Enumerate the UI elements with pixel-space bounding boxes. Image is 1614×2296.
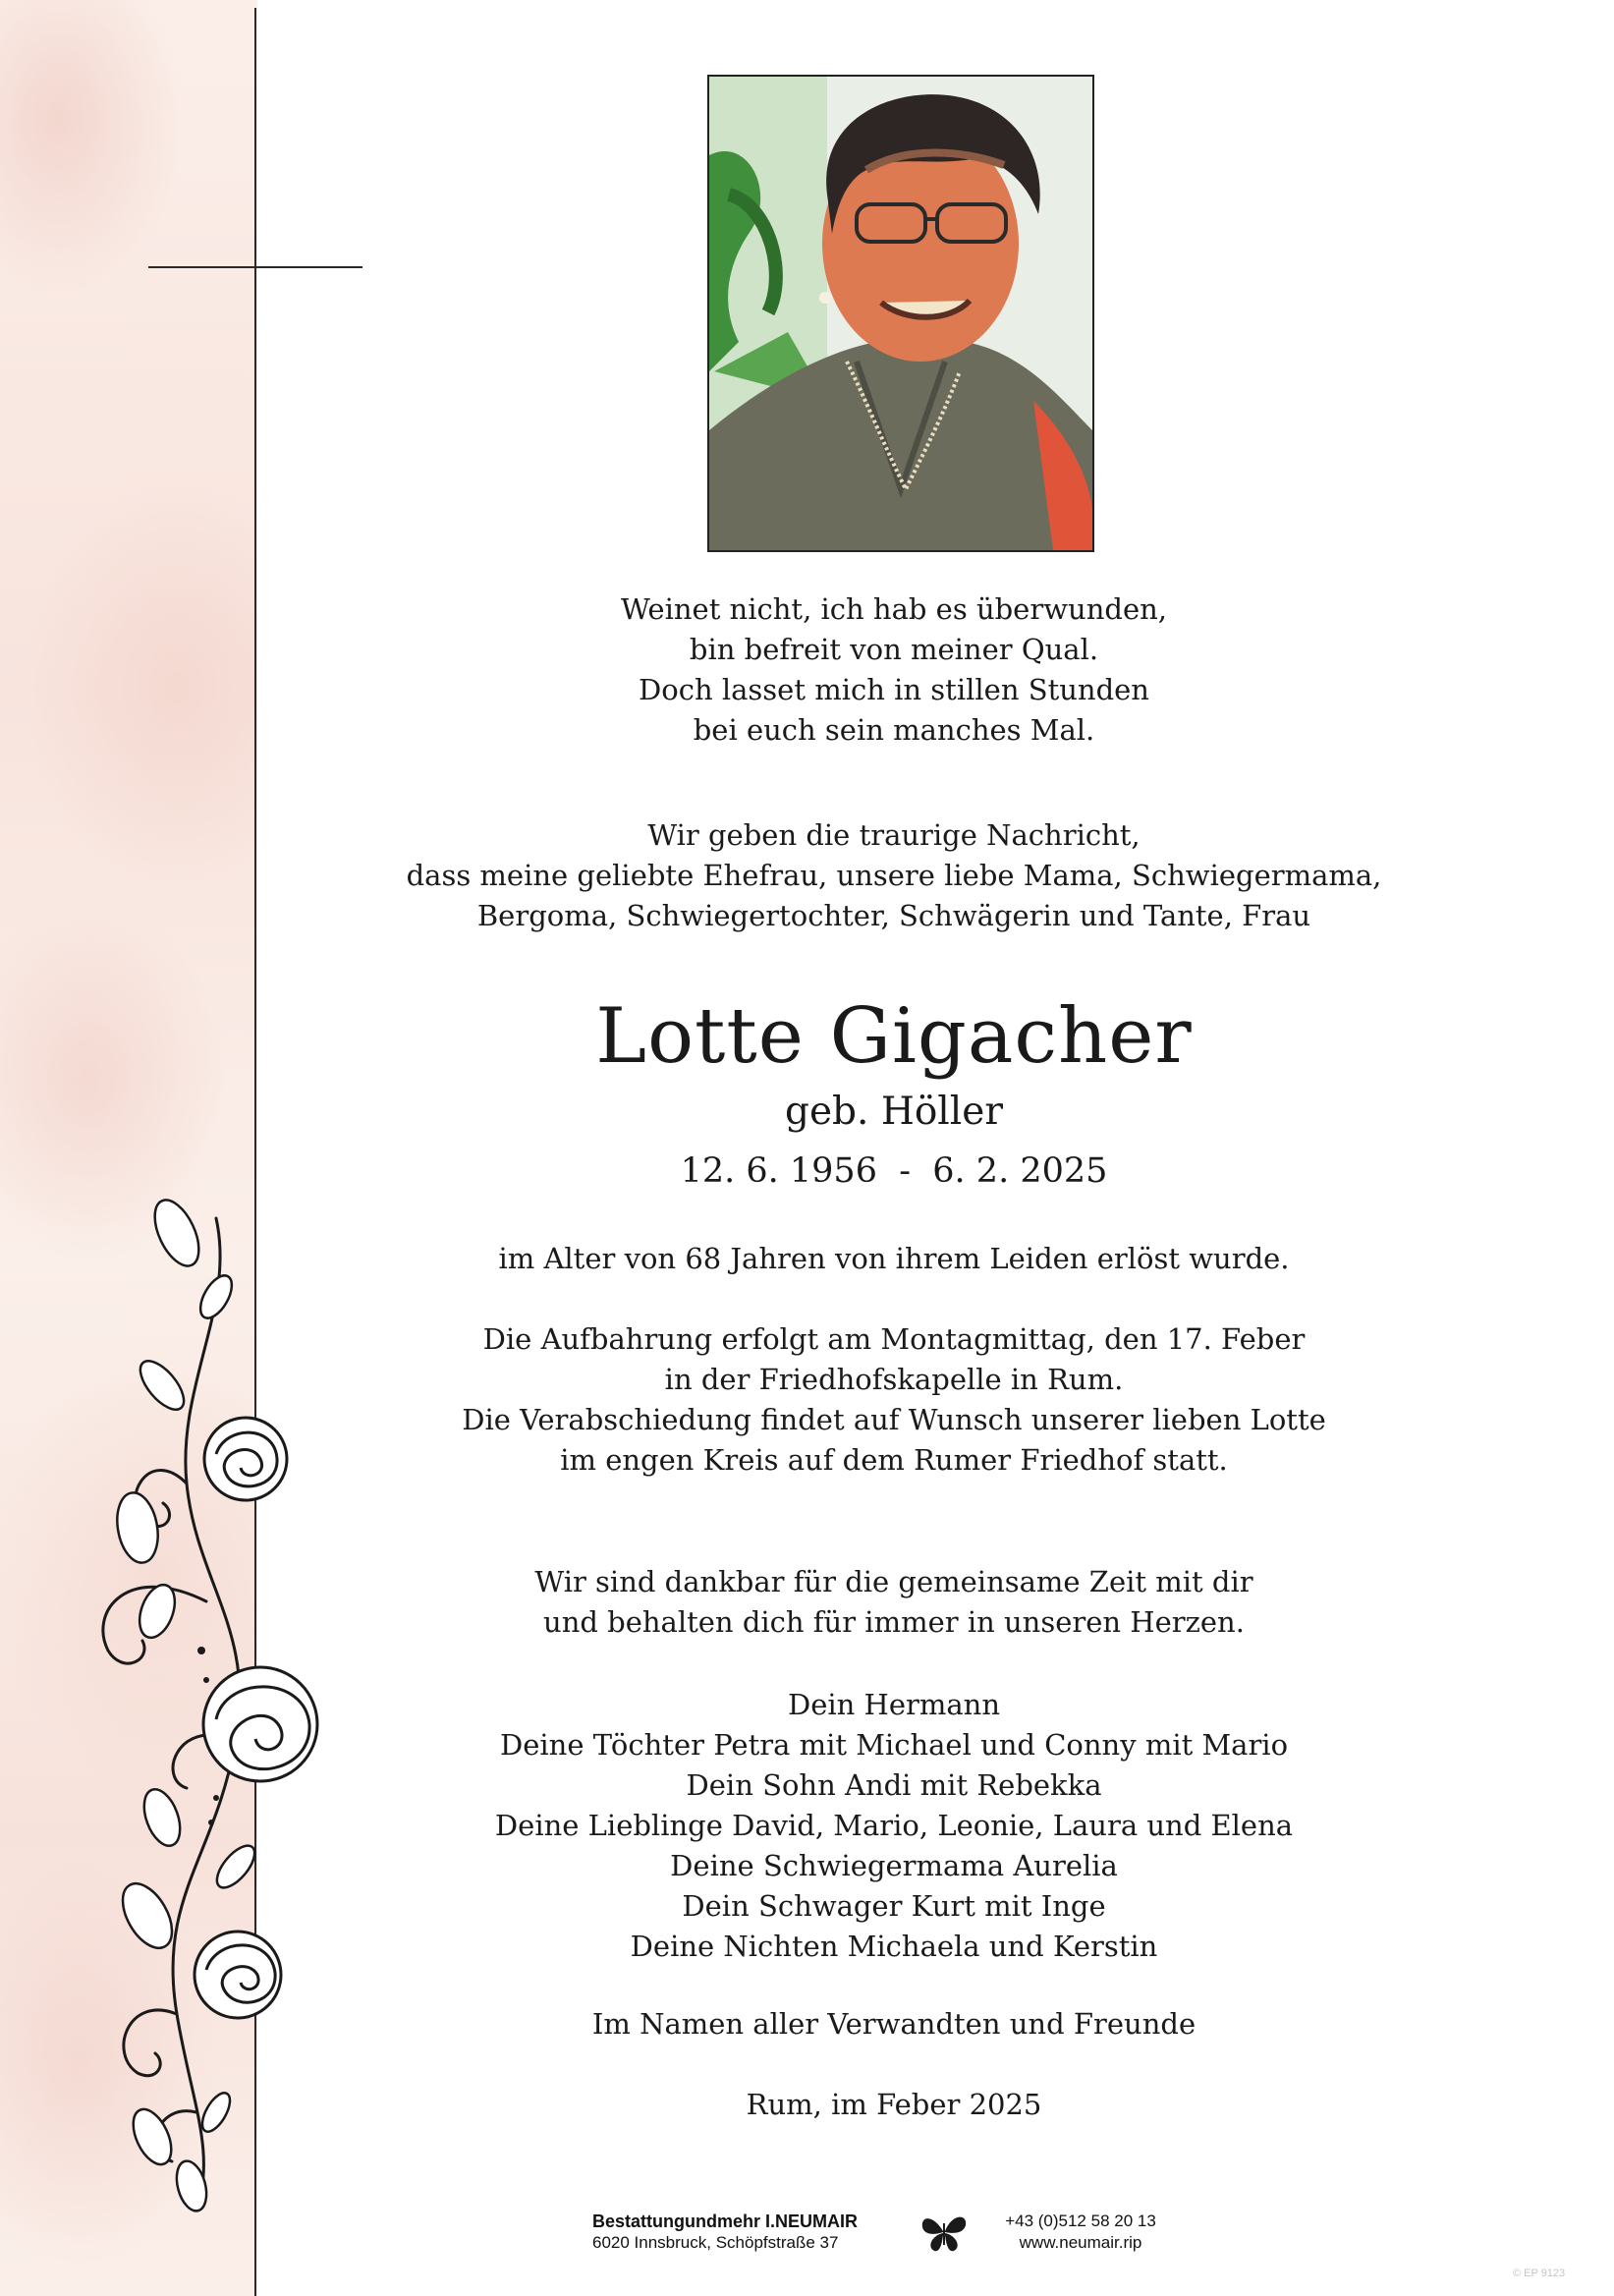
poem-line: Weinet nicht, ich hab es überwunden, [620, 592, 1168, 626]
poem-line: Doch lasset mich in stillen Stunden [639, 673, 1149, 706]
announcement-intro [295, 815, 1493, 936]
cross-bar [148, 266, 362, 268]
funeral-home-name: Bestattungundmehr I.NEUMAIR [592, 2212, 858, 2231]
mourner-line: Deine Lieblinge David, Mario, Leonie, Laura und Elena [494, 1809, 1294, 1842]
mourner-line: Deine Töchter Petra mit Michael und Conny mit Mario [499, 1728, 1289, 1762]
wake-line: Die Aufbahrung erfolgt am Montagmittag, den 17. Feber [482, 1322, 1306, 1356]
funeral-home-website: www.neumair.rip [1019, 2233, 1142, 2252]
portrait-image [709, 77, 1092, 550]
intro-line: Bergoma, Schwiegertochter, Schwägerin und Tante, Frau [476, 899, 1311, 932]
mourner-line: Dein Hermann [787, 1688, 1001, 1721]
mourner-line: Deine Schwiegermama Aurelia [670, 1849, 1118, 1882]
mourner-line: Deine Nichten Michaela und Kerstin [630, 1930, 1158, 1963]
print-code: © EP 9123 [1513, 2268, 1566, 2279]
maiden-name: geb. Höller [785, 1090, 1003, 1134]
memorial-poem [295, 589, 1493, 751]
place-date: Rum, im Feber 2025 [746, 2088, 1042, 2121]
poem-line: bei euch sein manches Mal. [693, 713, 1095, 747]
thanks-message [295, 1562, 1493, 1643]
butterfly-icon [918, 2210, 970, 2255]
deceased-name: Lotte Gigacher [595, 992, 1193, 1081]
funeral-home-phone: +43 (0)512 58 20 13 [1005, 2212, 1156, 2230]
mourners-list [295, 1685, 1493, 1967]
wake-line: in der Friedhofskapelle in Rum. [664, 1363, 1124, 1396]
intro-line: Wir geben die traurige Nachricht, [647, 818, 1141, 852]
thanks-line: Wir sind dankbar für die gemeinsame Zeit mit dir [534, 1565, 1253, 1598]
intro-line: dass meine geliebte Ehefrau, unsere liebe Mama, Schwiegermama, [406, 859, 1382, 892]
portrait-photo [707, 75, 1094, 552]
mourner-line: Dein Schwager Kurt mit Inge [682, 1889, 1106, 1923]
wake-line: Die Verabschiedung findet auf Wunsch unserer lieben Lotte [462, 1403, 1326, 1436]
age-line: im Alter von 68 Jahren von ihrem Leiden erlöst wurde. [498, 1242, 1290, 1275]
wake-line: im engen Kreis auf dem Rumer Friedhof statt. [560, 1443, 1228, 1477]
funeral-home-address: 6020 Innsbruck, Schöpfstraße 37 [592, 2233, 839, 2252]
life-dates: 12. 6. 1956 - 6. 2. 2025 [680, 1151, 1108, 1191]
funeral-details [295, 1319, 1493, 1481]
poem-line: bin befreit von meiner Qual. [689, 633, 1099, 666]
funeral-home-info [592, 2211, 917, 2254]
mourner-line: Dein Sohn Andi mit Rebekka [686, 1768, 1102, 1802]
closing-line: Im Namen aller Verwandten und Freunde [591, 2007, 1197, 2041]
thanks-line: und behalten dich für immer in unseren Herzen. [543, 1605, 1245, 1639]
funeral-home-contact [982, 2211, 1179, 2254]
